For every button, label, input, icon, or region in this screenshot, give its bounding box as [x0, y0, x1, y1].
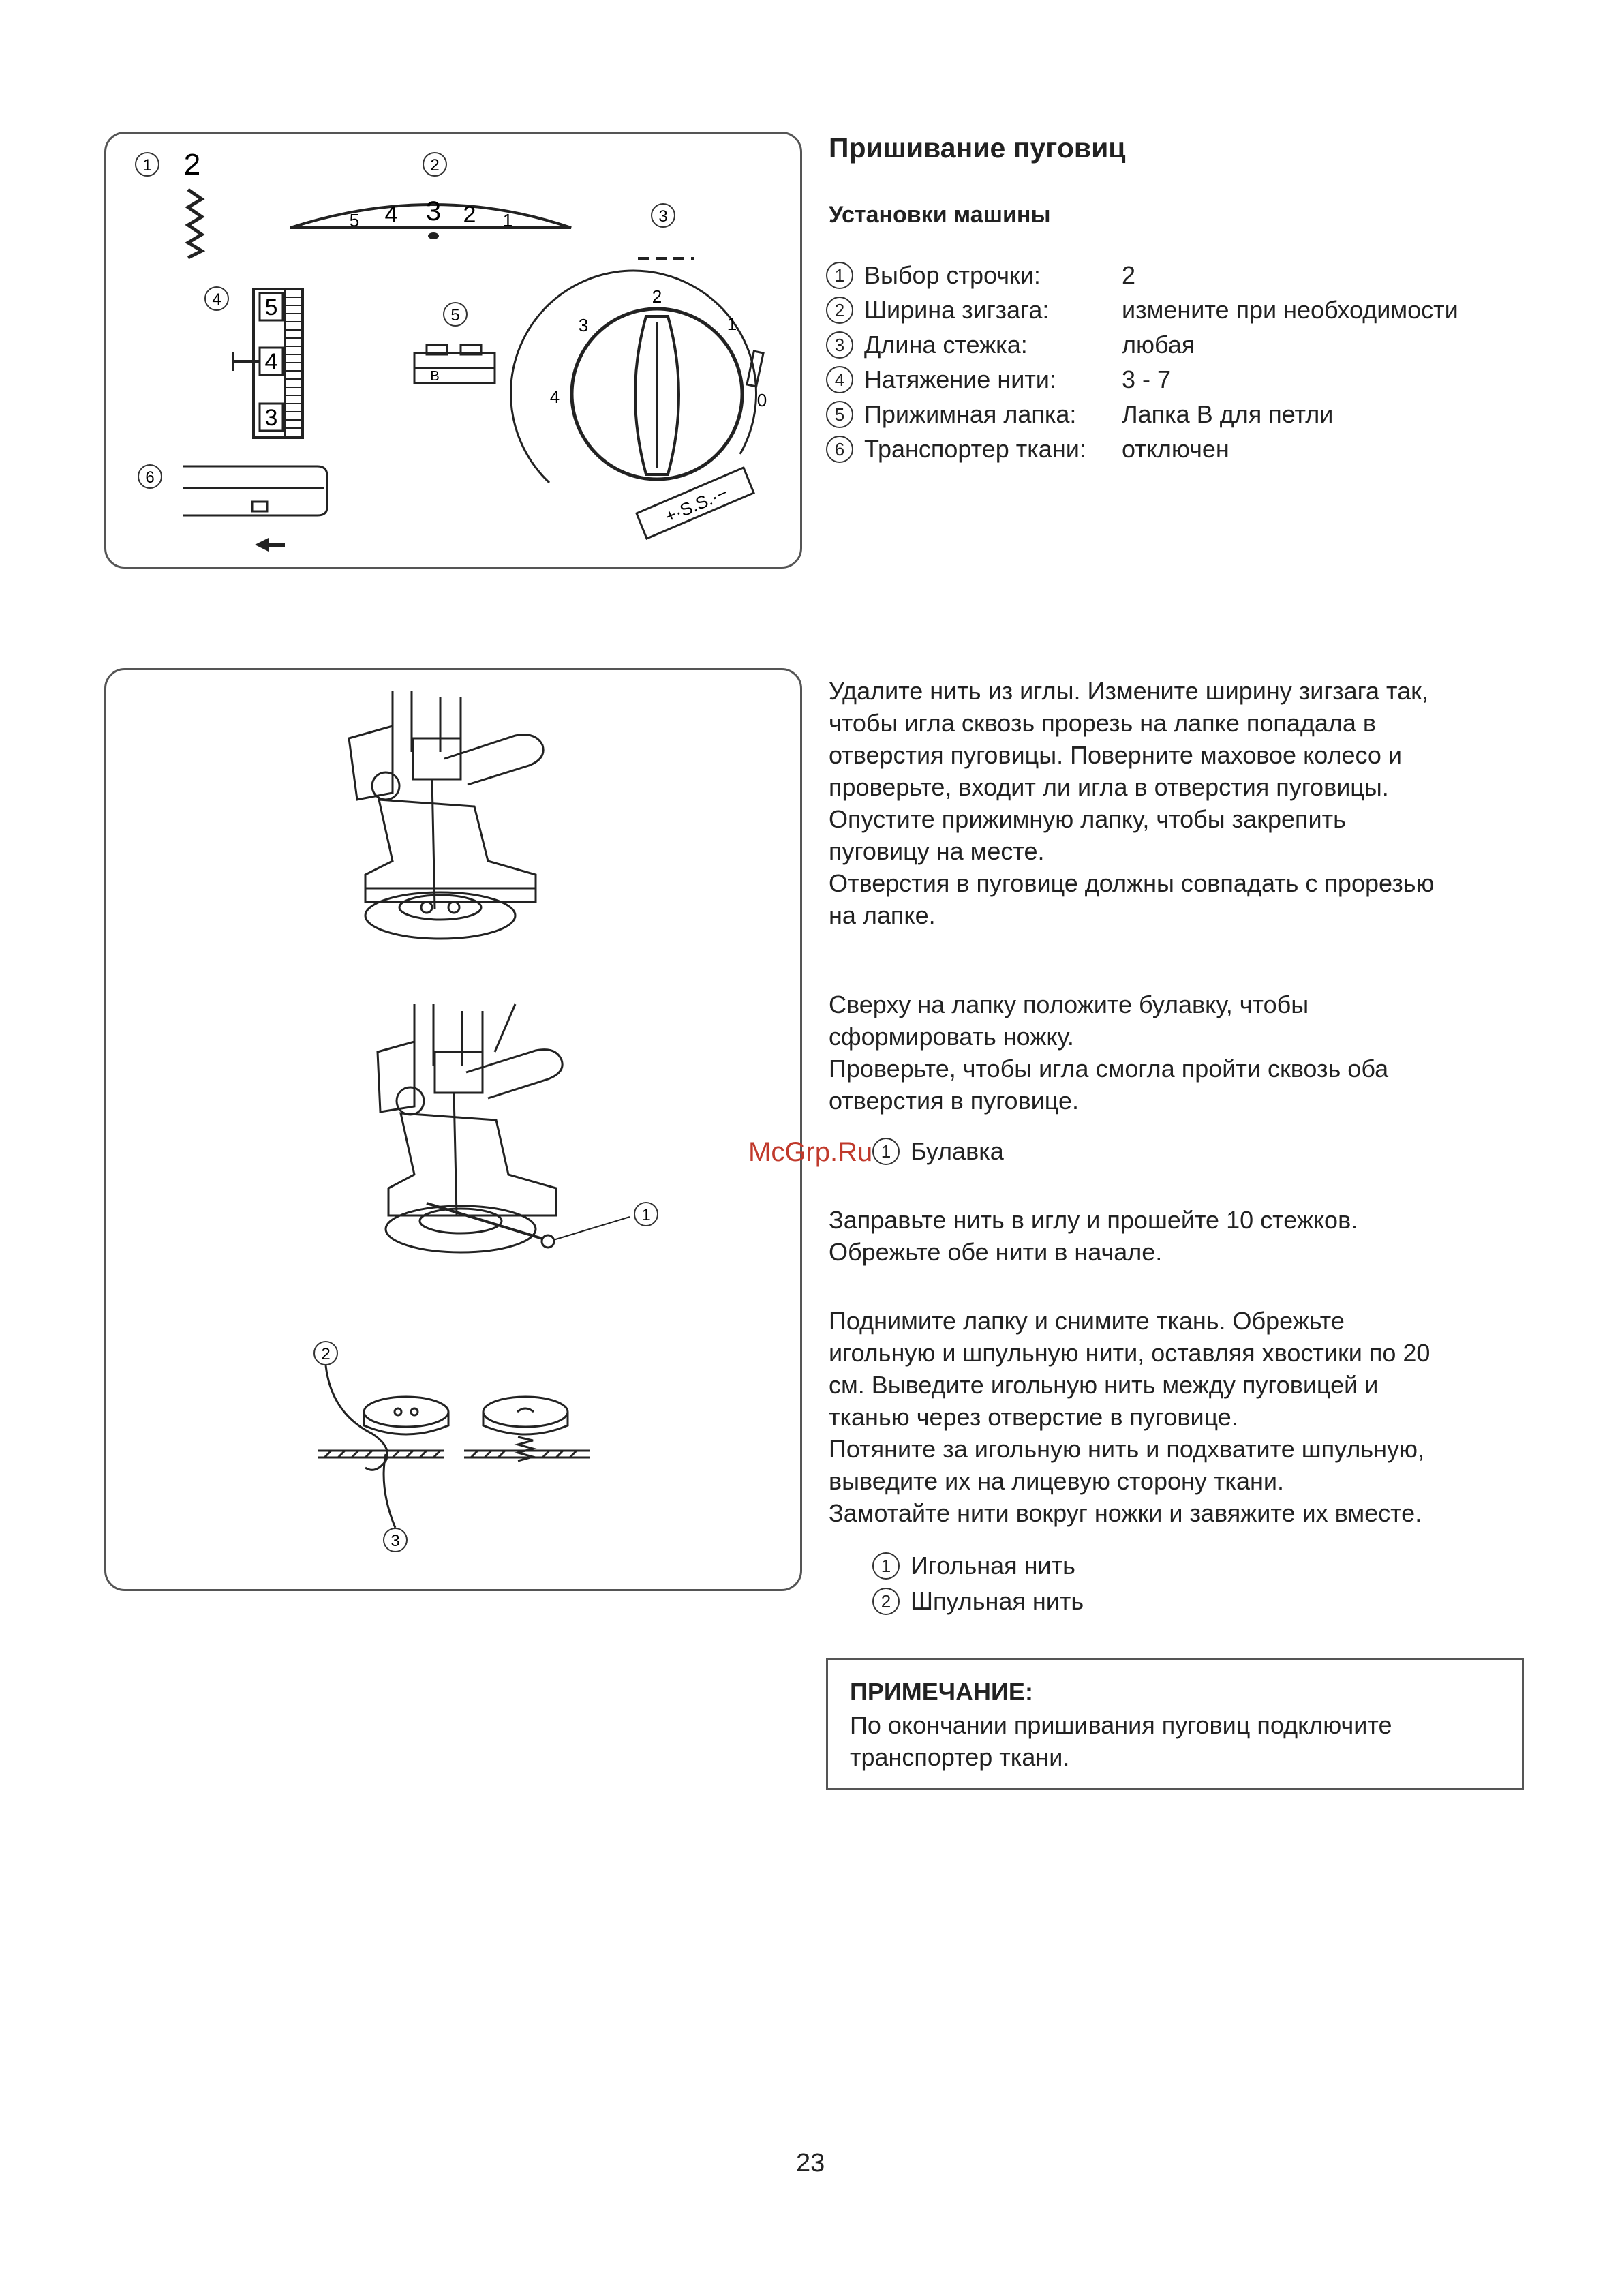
callout-number: 1	[826, 262, 853, 289]
note-box	[826, 1658, 1524, 1790]
callout-bobbin-thread: 3	[391, 1532, 400, 1550]
instruction-paragraph-1: Удалите нить из иглы. Измените ширину зигзага так, чтобы игла сквозь прорезь на лапке попадала в отверстия пуговицы. Поверните маховое колесо и проверьте, входит ли игла в отверстия пуговицы. Опустите прижимную лапку, чтобы закрепить пуговицу на месте. Отверстия в пуговице должны совпадать с прорезью на лапке.	[829, 677, 1435, 929]
svg-text:0: 0	[756, 390, 767, 410]
settings-value: Лапка B для петли	[1122, 400, 1334, 428]
svg-text:4: 4	[549, 387, 560, 407]
svg-text:6: 6	[145, 468, 155, 487]
callout-number: 1	[872, 1552, 900, 1580]
settings-row-length	[826, 327, 1195, 363]
presser-foot-illustration-2	[378, 1004, 630, 1252]
callout-number: 4	[826, 366, 853, 393]
legend-label: Булавка	[911, 1137, 1004, 1165]
settings-row-width	[826, 292, 1458, 328]
settings-label: Прижимная лапка:	[864, 400, 1077, 428]
machine-settings-illustration	[104, 132, 802, 569]
settings-value: измените при необходимости	[1122, 296, 1458, 324]
arrow-left-icon	[255, 538, 285, 552]
feed-dog-lever-icon	[183, 466, 327, 515]
svg-text:4: 4	[212, 290, 221, 309]
svg-text:3: 3	[578, 315, 589, 335]
svg-text:2: 2	[463, 202, 476, 228]
settings-row-tension	[826, 362, 1171, 397]
settings-label: Натяжение нити:	[864, 365, 1056, 393]
settings-row-feed-dog	[826, 432, 1229, 467]
callout-1: 1	[142, 156, 152, 175]
presser-foot-illustration-1	[349, 691, 543, 939]
settings-heading: Установки машины	[829, 202, 1051, 228]
settings-value: отключен	[1122, 435, 1229, 463]
note-title: ПРИМЕЧАНИЕ:	[850, 1678, 1033, 1706]
page-number: 23	[796, 2149, 825, 2177]
svg-text:5: 5	[349, 210, 360, 230]
svg-text:B: B	[430, 369, 440, 384]
callout-number: 6	[826, 436, 853, 463]
settings-label: Выбор строчки:	[864, 261, 1041, 289]
buttonhole-foot-icon	[414, 345, 495, 383]
settings-label: Длина стежка:	[864, 331, 1028, 359]
legend-bobbin-thread	[872, 1587, 1084, 1616]
callout-number: 2	[826, 297, 853, 324]
callout-number: 5	[826, 401, 853, 428]
callout-number: 1	[872, 1138, 900, 1165]
legend-needle-thread	[872, 1552, 1075, 1580]
settings-value: 2	[1122, 261, 1136, 289]
callout-needle-thread: 2	[321, 1345, 331, 1363]
svg-text:3: 3	[658, 207, 668, 226]
settings-label: Ширина зигзага:	[864, 296, 1050, 324]
settings-row-foot	[826, 397, 1333, 432]
page-title: Пришивание пуговиц	[829, 132, 1126, 164]
settings-value: 3 - 7	[1122, 365, 1172, 393]
callout-pin: 1	[641, 1206, 651, 1224]
legend-label: Шпульная нить	[911, 1587, 1084, 1615]
callout-number: 3	[826, 331, 853, 359]
zigzag-stitch-icon	[188, 190, 202, 258]
settings-value: любая	[1122, 331, 1195, 359]
legend-label: Игольная нить	[911, 1552, 1075, 1580]
settings-row-stitch	[826, 258, 1135, 293]
svg-text:4: 4	[384, 202, 398, 228]
callout-number: 2	[872, 1588, 900, 1615]
watermark: McGrp.Ru	[748, 1137, 873, 1167]
svg-text:3: 3	[425, 196, 442, 226]
instruction-paragraph-2: Сверху на лапку положите булавку, чтобы сформировать ножку. Проверьте, чтобы игла смогла пройти сквозь оба отверстия в пуговице.	[829, 991, 1389, 1115]
svg-text:4: 4	[264, 349, 278, 375]
settings-diagram	[106, 134, 800, 567]
svg-text:1: 1	[502, 210, 513, 230]
note-text: По окончании пришивания пуговиц подключите транспортер ткани.	[850, 1711, 1392, 1771]
settings-label: Транспортер ткани:	[864, 435, 1086, 463]
svg-text:5: 5	[450, 306, 460, 324]
svg-text:+·S.S.·−: +·S.S.·−	[662, 482, 731, 527]
svg-text:2: 2	[652, 286, 662, 307]
stitch-number: 2	[183, 148, 201, 181]
steps-diagram	[106, 670, 800, 1589]
svg-text:3: 3	[264, 405, 278, 431]
svg-text:2: 2	[430, 156, 440, 175]
instruction-paragraph-3: Заправьте нить в иглу и прошейте 10 стежков. Обрежьте обе нити в начале.	[829, 1206, 1358, 1266]
instruction-paragraph-4: Поднимите лапку и снимите ткань. Обрежьте игольную и шпульную нити, оставляя хвостики по 20 см. Выведите игольную нить между пуговицей и тканью через отверстие в пуговице. Потяните за игольную нить и подхватите шпульную, выведите их на лицевую сторону ткани. Замотайте нити вокруг ножки и завяжите их вместе.	[829, 1307, 1430, 1527]
svg-text:1: 1	[726, 314, 737, 334]
button-sewing-illustration	[104, 668, 802, 1591]
button-thread-illustration	[318, 1365, 590, 1528]
svg-text:5: 5	[264, 294, 278, 320]
legend-pin	[872, 1137, 1004, 1166]
